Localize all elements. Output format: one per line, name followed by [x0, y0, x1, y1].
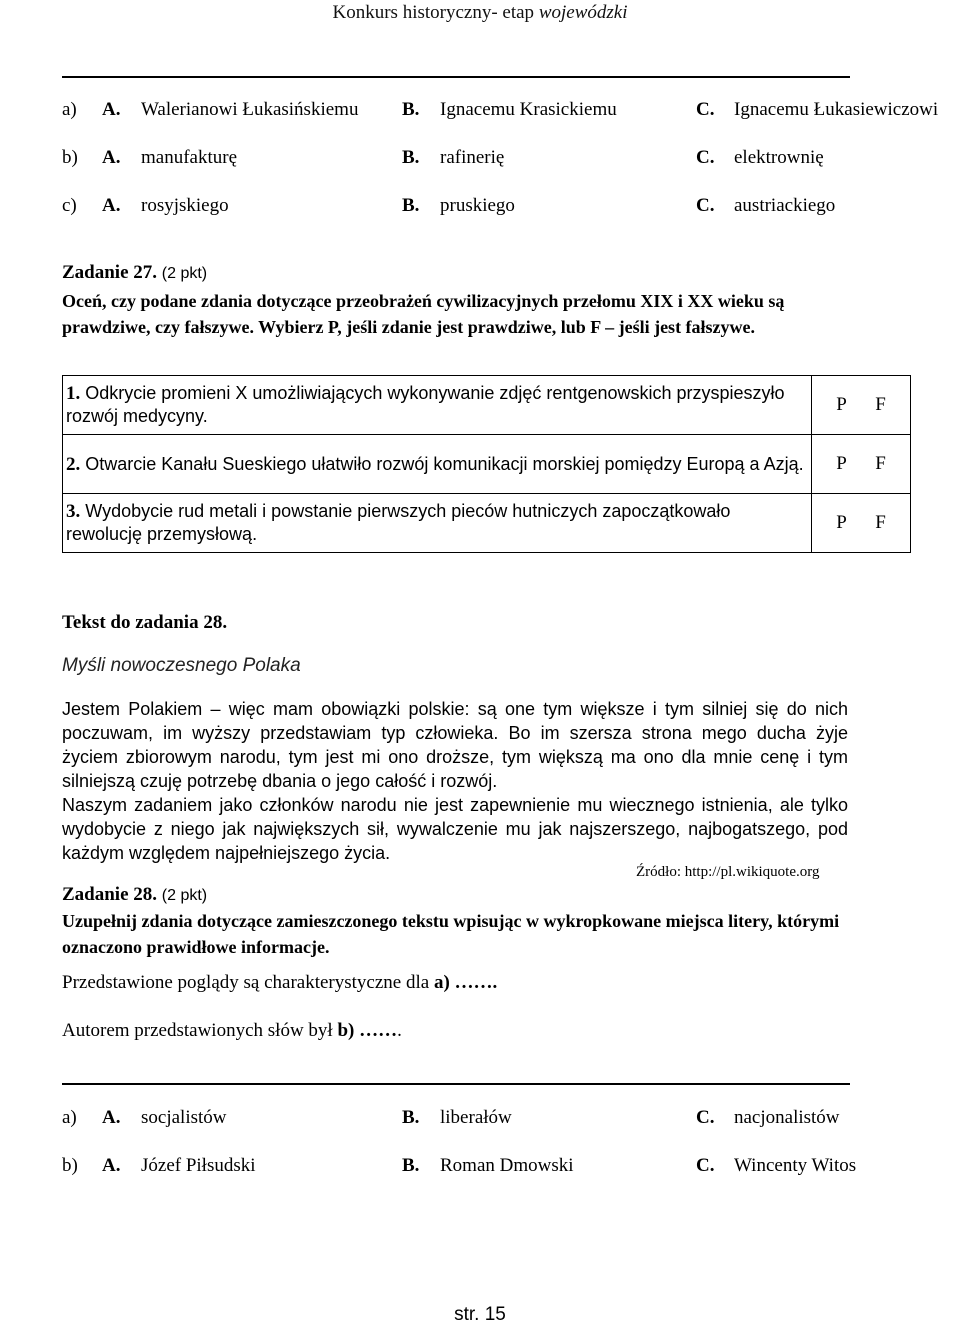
text28-paragraph-1: Jestem Polakiem – więc mam obowiązki polskie: są one tym większe i tym silniej się do nich poczuwam, im wyższy przedstawiam typ człowieka. Bo im szersza strona mego ducha żyje życiem zbiorowym narodu, tym jest mi ono droższe, tym większą ma ono dla mnie cenę i tym silniejszą czuję potrzebę dbania o jego całość i rozwój.: [62, 699, 848, 791]
table-row: [63, 494, 911, 553]
q28-row-label-b: b): [62, 1155, 78, 1176]
sentence-b-end: .: [397, 1020, 402, 1041]
q26-letter-c-B: B.: [402, 195, 420, 216]
statement-text: Otwarcie Kanału Sueskiego ułatwiło rozwój komunikacji morskiej pomiędzy Europą a Azją.: [85, 453, 804, 474]
text28-source: Źródło: http://pl.wikiquote.org: [636, 864, 820, 880]
statement-text: Wydobycie rud metali i powstanie pierwszych pieców hutniczych zapoczątkowało rewolucję przemysłową.: [66, 501, 731, 544]
q28-letter-a-B: B.: [402, 1107, 420, 1128]
q28-a-option-B[interactable]: liberałów: [440, 1107, 512, 1128]
header-title: Konkurs historyczny- etap: [332, 2, 539, 23]
q28-row-label-a: a): [62, 1107, 77, 1128]
page-header: [0, 2, 960, 24]
task27-table: [62, 375, 911, 553]
task28-title: [62, 884, 207, 906]
q28-letter-b-B: B.: [402, 1155, 420, 1176]
false-option[interactable]: F: [875, 394, 886, 415]
page-number: str. 15: [454, 1304, 506, 1325]
q26-row-label-a: a): [62, 99, 77, 120]
true-option[interactable]: P: [836, 512, 847, 533]
task27-title: [62, 262, 207, 284]
statement-cell: [63, 494, 812, 553]
q26-letter-c-C: C.: [696, 195, 715, 216]
false-option[interactable]: F: [875, 512, 886, 533]
q26-c-option-A[interactable]: rosyjskiego: [141, 195, 229, 216]
q28-a-option-A[interactable]: socjalistów: [141, 1107, 227, 1128]
q26-row-label-c: c): [62, 195, 77, 216]
task27-points: (2 pkt): [161, 265, 208, 282]
task28-sentence-b: [62, 1020, 402, 1042]
statement-number: 2.: [66, 453, 81, 475]
task28-instruction: Uzupełnij zdania dotyczące zamieszczonego tekstu wpisując w wykropkowane miejsca litery, którymi oznaczono prawidłowe informacje.: [62, 911, 840, 957]
statement-number: 3.: [66, 501, 81, 522]
q26-row-label-b: b): [62, 147, 78, 168]
task27-instruction: Oceń, czy podane zdania dotyczące przeobrażeń cywilizacyjnych przełomu XIX i XX wieku są prawdziwe, czy fałszywe. Wybierz P, jeśli zdanie jest prawdziwe, lub F – jeśli jest fałszywe.: [62, 291, 785, 337]
statement-cell: [63, 376, 812, 435]
divider-top: [62, 76, 850, 78]
sentence-b-text: Autorem przedstawionych słów był: [62, 1020, 338, 1041]
pf-cell: [812, 494, 911, 553]
q26-letter-a-A: A.: [102, 99, 121, 120]
pf-cell: [812, 376, 911, 435]
sentence-b-blank[interactable]: b) ……: [337, 1020, 398, 1041]
q26-a-option-B[interactable]: Ignacemu Krasickiemu: [440, 99, 617, 120]
false-option[interactable]: F: [875, 453, 886, 474]
q28-b-option-C[interactable]: Wincenty Witos: [734, 1155, 857, 1176]
q26-letter-c-A: A.: [102, 195, 121, 216]
q26-b-option-A[interactable]: manufakturę: [141, 147, 238, 168]
q28-letter-a-A: A.: [102, 1107, 121, 1128]
table-row: [63, 376, 911, 435]
task27-title-text: Zadanie 27.: [62, 262, 158, 283]
q28-letter-b-A: A.: [102, 1155, 121, 1176]
q26-letter-b-B: B.: [402, 147, 420, 168]
statement-text: Odkrycie promieni X umożliwiających wykonywanie zdjęć rentgenowskich przyspieszyło rozwój medycyny.: [66, 383, 785, 426]
q26-a-option-A[interactable]: Walerianowi Łukasińskiemu: [141, 99, 359, 120]
q26-b-option-B[interactable]: rafinerię: [440, 147, 505, 168]
q28-b-option-A[interactable]: Józef Piłsudski: [141, 1155, 256, 1176]
q26-c-option-C[interactable]: austriackiego: [734, 195, 836, 216]
task28-points: (2 pkt): [161, 887, 208, 904]
statement-number: 1.: [66, 383, 81, 404]
table-row: [63, 435, 911, 494]
q26-letter-a-C: C.: [696, 99, 715, 120]
divider-bottom: [62, 1083, 850, 1085]
q28-letter-a-C: C.: [696, 1107, 715, 1128]
q26-b-option-C[interactable]: elektrownię: [734, 147, 824, 168]
statement-cell: [63, 435, 812, 494]
q26-letter-a-B: B.: [402, 99, 420, 120]
pf-cell: [812, 435, 911, 494]
text28-heading: Tekst do zadania 28.: [62, 612, 228, 633]
q28-a-option-C[interactable]: nacjonalistów: [734, 1107, 840, 1128]
true-option[interactable]: P: [836, 453, 847, 474]
task28-title-text: Zadanie 28.: [62, 884, 158, 905]
text28-paragraph-2: Naszym zadaniem jako członków narodu nie jest zapewnienie mu wiecznego istnienia, ale tylko wydobycie z niego jak największych sił, wywalczenie mu jak najszerszego, najbogatszego, pod każdym względem najpełniejszego życia.: [62, 795, 848, 863]
sentence-a-blank[interactable]: a) …….: [433, 972, 498, 993]
q28-letter-b-C: C.: [696, 1155, 715, 1176]
q26-letter-b-A: A.: [102, 147, 121, 168]
q26-a-option-C[interactable]: Ignacemu Łukasiewiczowi: [734, 99, 939, 120]
true-option[interactable]: P: [836, 394, 847, 415]
q26-c-option-B[interactable]: pruskiego: [440, 195, 515, 216]
q26-letter-b-C: C.: [696, 147, 715, 168]
sentence-a-text: Przedstawione poglądy są charakterystyczne dla: [62, 972, 434, 993]
header-title-italic: wojewódzki: [538, 2, 628, 23]
text28-title: Myśli nowoczesnego Polaka: [62, 655, 301, 676]
q28-b-option-B[interactable]: Roman Dmowski: [440, 1155, 574, 1176]
task28-sentence-a: [62, 972, 497, 994]
